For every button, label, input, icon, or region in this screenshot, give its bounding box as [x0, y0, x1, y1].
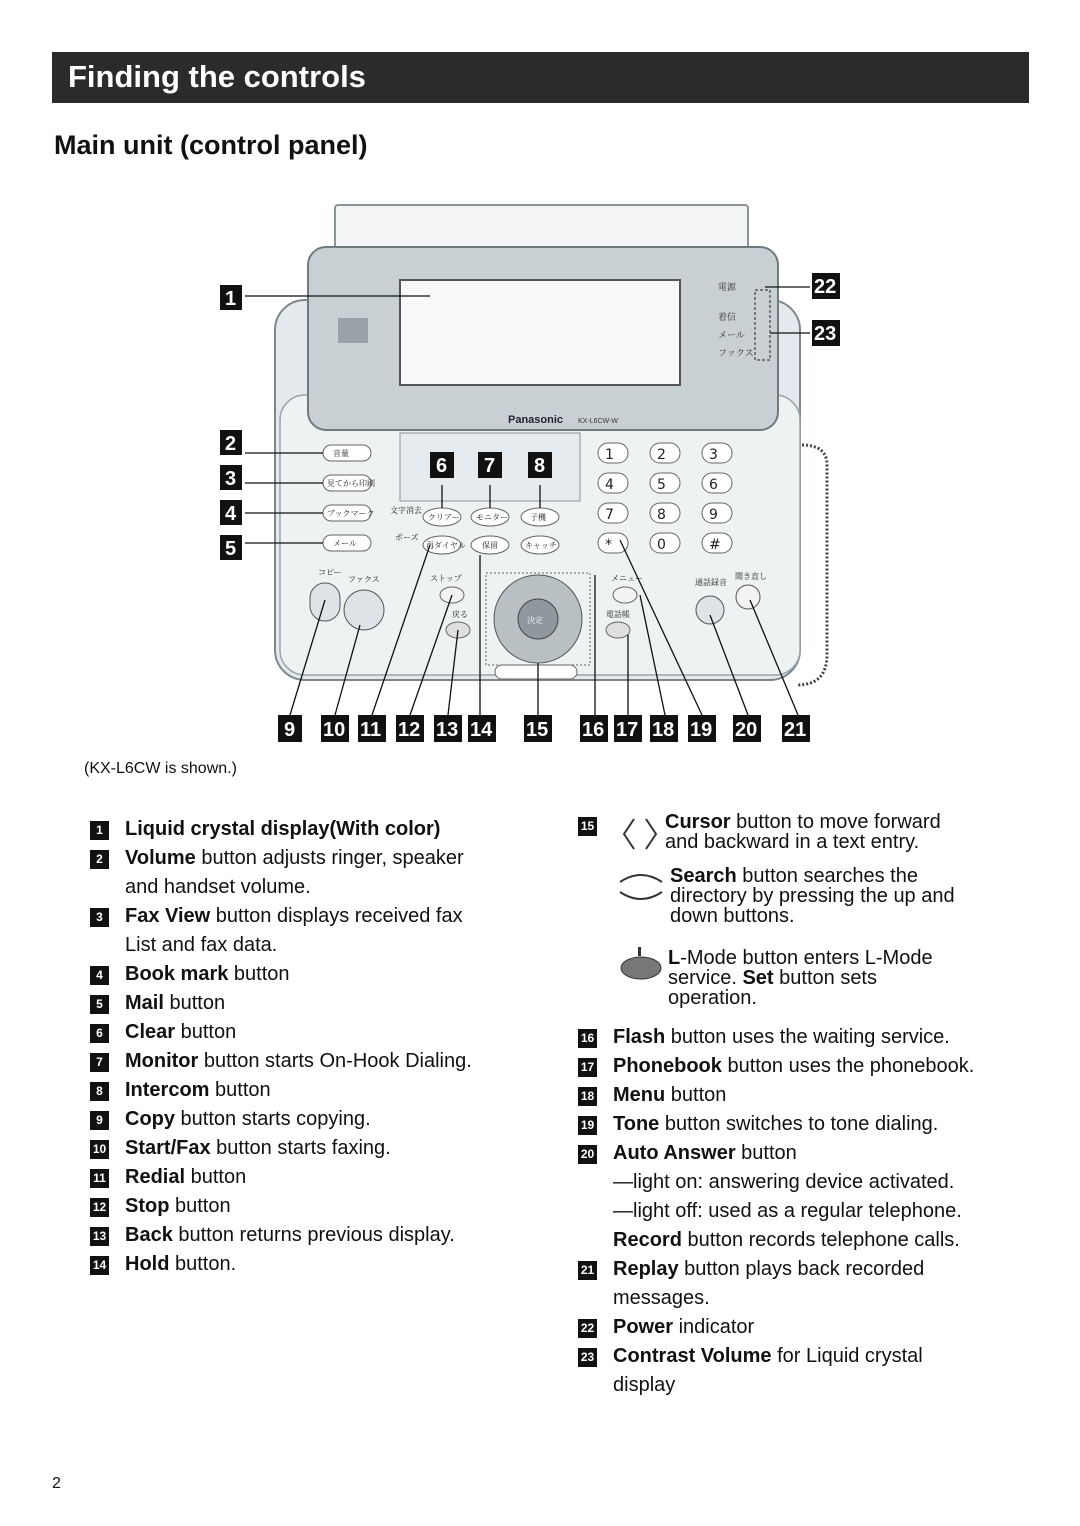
legend-item: [90, 1105, 550, 1134]
item-name: Power: [613, 1316, 674, 1338]
legend-item-15: [578, 812, 1018, 1022]
item-name: Menu: [613, 1084, 666, 1106]
item-description: button: [163, 992, 226, 1014]
label-pause: ポーズ: [395, 533, 419, 542]
legend-item: [578, 1342, 1028, 1371]
item-number: 13: [90, 1227, 109, 1246]
legend-item: [578, 1023, 1028, 1052]
key-2: 2: [657, 447, 666, 463]
item-number: 8: [90, 1082, 109, 1101]
legend-item: [90, 1047, 550, 1076]
callout-11: 11: [360, 719, 382, 741]
control-panel-diagram: [190, 195, 890, 755]
monitor-button-label: モニター: [476, 513, 508, 522]
legend-item: [90, 902, 550, 931]
item-description: button uses the phonebook.: [721, 1055, 975, 1077]
callout-6: 6: [436, 455, 448, 477]
search-desc-line1: Search button searches the: [670, 865, 918, 887]
item-description: button plays back recorded: [678, 1258, 925, 1280]
search-desc-line3: down buttons.: [670, 905, 795, 927]
key-9: 9: [709, 507, 718, 523]
item-description: button starts On-Hook Dialing.: [198, 1050, 472, 1072]
label-kettei: 決定: [527, 616, 543, 625]
item-number: 20: [578, 1145, 597, 1164]
section-title: Main unit (control panel): [54, 130, 368, 160]
item-name: Flash: [613, 1026, 666, 1048]
callout-17: 17: [616, 719, 639, 741]
item-name: Hold: [125, 1253, 170, 1275]
item-name: Auto Answer: [613, 1142, 736, 1164]
item-name: Replay: [613, 1258, 679, 1280]
legend-item: [578, 1139, 1028, 1168]
legend-right: [578, 1023, 1028, 1400]
item-number: 9: [90, 1111, 109, 1130]
label-fax: ファクス: [348, 575, 380, 584]
legend-item: [578, 1255, 1028, 1284]
label-menu: メニュー: [611, 574, 643, 583]
item-description-continued: —light on: answering device activated.: [613, 1171, 955, 1193]
callout-13: 13: [436, 719, 459, 741]
item-name: Start/Fax: [125, 1137, 211, 1159]
item-number: 14: [90, 1256, 109, 1275]
item-description: button starts copying.: [175, 1108, 371, 1130]
lmode-icon: [618, 946, 664, 980]
callout-12: 12: [398, 719, 421, 741]
legend-item: [578, 1110, 1028, 1139]
item-description-continued: messages.: [613, 1287, 710, 1309]
item-name: Tone: [613, 1113, 660, 1135]
item-name: Clear: [125, 1021, 176, 1043]
item-name: Book mark: [125, 963, 229, 985]
callout-4: 4: [225, 503, 237, 525]
label-phonebook: 電話帳: [606, 610, 630, 619]
lmode-desc-line1: L-Mode button enters L-Mode: [668, 947, 933, 969]
item-number: 11: [90, 1169, 109, 1188]
indicator-power: 電源: [718, 283, 737, 293]
item-name: Volume: [125, 847, 196, 869]
bookmark-button-label: ブックマーク: [327, 509, 375, 518]
cursor-desc-line2: and backward in a text entry.: [665, 831, 920, 853]
item-number: 10: [90, 1140, 109, 1159]
legend-item: [90, 815, 550, 844]
callout-15: 15: [526, 719, 549, 741]
search-desc-line2: directory by pressing the up and: [670, 885, 955, 907]
legend-item: [578, 1081, 1028, 1110]
item-number: 22: [578, 1319, 597, 1338]
indicator-incoming: 着信: [718, 313, 737, 323]
legend-item: [578, 1052, 1028, 1081]
indicator-fax: ファクス: [718, 349, 754, 359]
item-description: button: [209, 1079, 271, 1101]
legend-item: [90, 1018, 550, 1047]
callout-23: 23: [814, 323, 837, 345]
key-hash: #: [709, 537, 721, 553]
item-description: button: [228, 963, 290, 985]
key-7: 7: [605, 507, 614, 523]
label-kikinaoshi: 聞き直し: [735, 572, 767, 581]
fax-view-button-label: 見てから印刷: [327, 479, 375, 488]
callout-1: 1: [225, 288, 237, 310]
label-back: 戻る: [452, 610, 468, 619]
page-title: Finding the controls: [68, 59, 366, 94]
callout-2: 2: [225, 433, 237, 455]
legend-item: [90, 844, 550, 873]
item-description: button.: [169, 1253, 237, 1275]
item-number: 16: [578, 1029, 597, 1048]
legend-item: [90, 1221, 550, 1250]
callout-7: 7: [484, 455, 496, 477]
item-name: Mail: [125, 992, 164, 1014]
item-description-continued: and handset volume.: [125, 876, 311, 898]
item-name: Redial: [125, 1166, 186, 1188]
legend-item: [90, 1192, 550, 1221]
item-number: 3: [90, 908, 109, 927]
item-name: Copy: [125, 1108, 175, 1130]
item-description-continued: display: [613, 1374, 676, 1396]
callout-3: 3: [225, 468, 237, 490]
legend-item: [90, 1134, 550, 1163]
callout-18: 18: [652, 719, 675, 741]
title-bar: [52, 52, 1029, 103]
item-description: button: [665, 1084, 727, 1106]
callout-19: 19: [690, 719, 713, 741]
cursor-icon: [620, 815, 660, 853]
key-3: 3: [709, 447, 718, 463]
callout-16: 16: [582, 719, 605, 741]
key-0: 0: [657, 537, 666, 553]
item-description: button adjusts ringer, speaker: [195, 847, 464, 869]
key-1: 1: [605, 447, 614, 463]
item-description: button: [735, 1142, 797, 1164]
lmode-desc-line3: operation.: [668, 987, 757, 1009]
callout-20: 20: [735, 719, 758, 741]
key-star: *: [605, 537, 612, 553]
callout-22: 22: [814, 276, 837, 298]
item-name: Intercom: [125, 1079, 210, 1101]
search-icon: [616, 870, 666, 904]
callout-5: 5: [225, 538, 237, 560]
key-4: 4: [605, 477, 614, 493]
item-number: 1: [90, 821, 109, 840]
catch-button-label: キャッチ: [525, 541, 557, 550]
mail-button-label: メール: [333, 539, 357, 548]
legend-item: [90, 960, 550, 989]
cursor-desc-line1: Cursor button to move forward: [665, 811, 941, 833]
item-number: 6: [90, 1024, 109, 1043]
item-name: Contrast Volume: [613, 1345, 772, 1367]
callout-10: 10: [323, 719, 346, 741]
redial-button-label: 再ダイヤル: [426, 541, 466, 550]
key-8: 8: [657, 507, 666, 523]
legend-item: [90, 1163, 550, 1192]
label-moji-shoukyo: 文字消去: [390, 506, 422, 515]
item-description: button: [185, 1166, 247, 1188]
clear-button-label: クリアー: [428, 513, 460, 522]
brand-logo: Panasonic: [508, 414, 564, 426]
legend-item: [90, 989, 550, 1018]
item-name: Record: [613, 1229, 682, 1251]
item-description-continued: —light off: used as a regular telephone.: [613, 1200, 962, 1222]
key-6: 6: [709, 477, 718, 493]
item-number: 17: [578, 1058, 597, 1077]
legend-item: [578, 1313, 1028, 1342]
item-number: 19: [578, 1116, 597, 1135]
item-description: button starts faxing.: [210, 1137, 391, 1159]
item-number: 4: [90, 966, 109, 985]
callout-14: 14: [470, 719, 493, 741]
diagram-caption: (KX-L6CW is shown.): [84, 760, 237, 777]
item-name: Back: [125, 1224, 173, 1246]
indicator-mail: メール: [718, 331, 745, 341]
item-number: 15: [578, 817, 597, 836]
intercom-button-label: 子機: [530, 513, 546, 522]
label-copy: コピー: [318, 568, 342, 577]
item-description: button displays received fax: [210, 905, 463, 927]
item-description-continued: List and fax data.: [125, 934, 278, 956]
item-description: indicator: [673, 1316, 755, 1338]
callout-8: 8: [534, 455, 546, 477]
item-number: 23: [578, 1348, 597, 1367]
label-stop: ストップ: [430, 574, 462, 583]
item-description: for Liquid crystal: [771, 1345, 923, 1367]
hold-button-label: 保留: [482, 541, 498, 550]
item-description: button records telephone calls.: [681, 1229, 960, 1251]
item-description: button uses the waiting service.: [665, 1026, 950, 1048]
label-tsuwa: 通話録音: [695, 578, 727, 587]
item-number: 5: [90, 995, 109, 1014]
callout-21: 21: [784, 719, 807, 741]
callout-9: 9: [284, 719, 296, 741]
legend-item: [578, 1226, 1028, 1255]
item-description: button switches to tone dialing.: [659, 1113, 939, 1135]
item-number: 12: [90, 1198, 109, 1217]
item-name: Liquid crystal display(With color): [125, 818, 441, 840]
item-number: 7: [90, 1053, 109, 1072]
item-name: Monitor: [125, 1050, 199, 1072]
page-number: 2: [52, 1475, 61, 1492]
item-number: 18: [578, 1087, 597, 1106]
volume-button-label: 音量: [333, 449, 349, 458]
item-name: Fax View: [125, 905, 211, 927]
legend-left: [90, 815, 550, 1279]
item-number: 2: [90, 850, 109, 869]
model-text: KX-L6CW-W: [578, 418, 618, 425]
item-name: Phonebook: [613, 1055, 722, 1077]
item-name: Stop: [125, 1195, 170, 1217]
item-description: button: [169, 1195, 231, 1217]
item-description: button: [175, 1021, 237, 1043]
item-number: 21: [578, 1261, 597, 1280]
item-description: button returns previous display.: [172, 1224, 455, 1246]
lmode-desc-line2: service. Set button sets: [668, 967, 877, 989]
legend-item: [90, 1250, 550, 1279]
legend-item: [90, 1076, 550, 1105]
key-5: 5: [657, 477, 666, 493]
